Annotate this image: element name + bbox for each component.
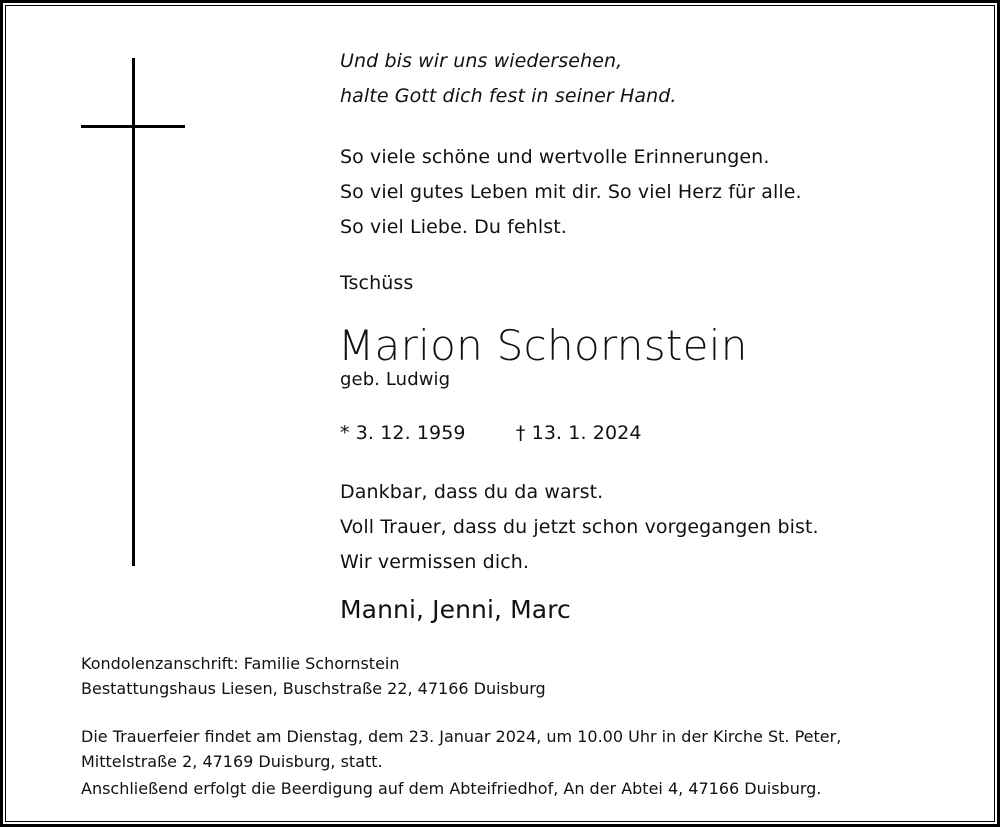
birth-date: * 3. 12. 1959	[340, 422, 466, 444]
condolence-address	[81, 652, 546, 701]
service-line: Die Trauerfeier findet am Dienstag, dem 23. Januar 2024, um 10.00 Uhr in der Kirche St. Peter,	[81, 727, 842, 746]
quote-line: halte Gott dich fest in seiner Hand.	[340, 85, 677, 107]
cross-horizontal-bar	[81, 125, 185, 128]
death-date: † 13. 1. 2024	[515, 422, 642, 444]
gratitude-line: Dankbar, dass du da warst.	[340, 481, 604, 503]
condolence-line: Kondolenzanschrift: Familie Schornstein	[81, 654, 400, 673]
memories-line: So viel gutes Leben mit dir. So viel Herz für alle.	[340, 181, 802, 203]
quote	[340, 44, 677, 114]
memories-line: So viele schöne und wertvolle Erinnerungen.	[340, 146, 770, 168]
service-line: Mittelstraße 2, 47169 Duisburg, statt.	[81, 751, 383, 771]
memories-line: So viel Liebe. Du fehlst.	[340, 216, 567, 238]
deceased-name: Marion Schornstein	[338, 321, 748, 370]
gratitude-line: Wir vermissen dich.	[340, 551, 530, 573]
quote-line: Und bis wir uns wiedersehen,	[340, 50, 623, 72]
family-signature: Manni, Jenni, Marc	[340, 595, 571, 624]
memories-text	[340, 140, 802, 245]
gratitude-text	[340, 475, 819, 580]
condolence-line: Bestattungshaus Liesen, Buschstraße 22, 47166 Duisburg	[81, 678, 546, 698]
life-dates	[340, 416, 642, 451]
service-line: Anschließend erfolgt die Beerdigung auf dem Abteifriedhof, An der Abtei 4, 47166 Duisburg.	[81, 779, 822, 798]
maiden-name: geb. Ludwig	[340, 369, 451, 390]
service-info	[81, 725, 841, 802]
gratitude-line: Voll Trauer, dass du jetzt schon vorgegangen bist.	[340, 516, 819, 538]
farewell: Tschüss	[340, 272, 414, 294]
cross-vertical-bar	[132, 58, 135, 566]
